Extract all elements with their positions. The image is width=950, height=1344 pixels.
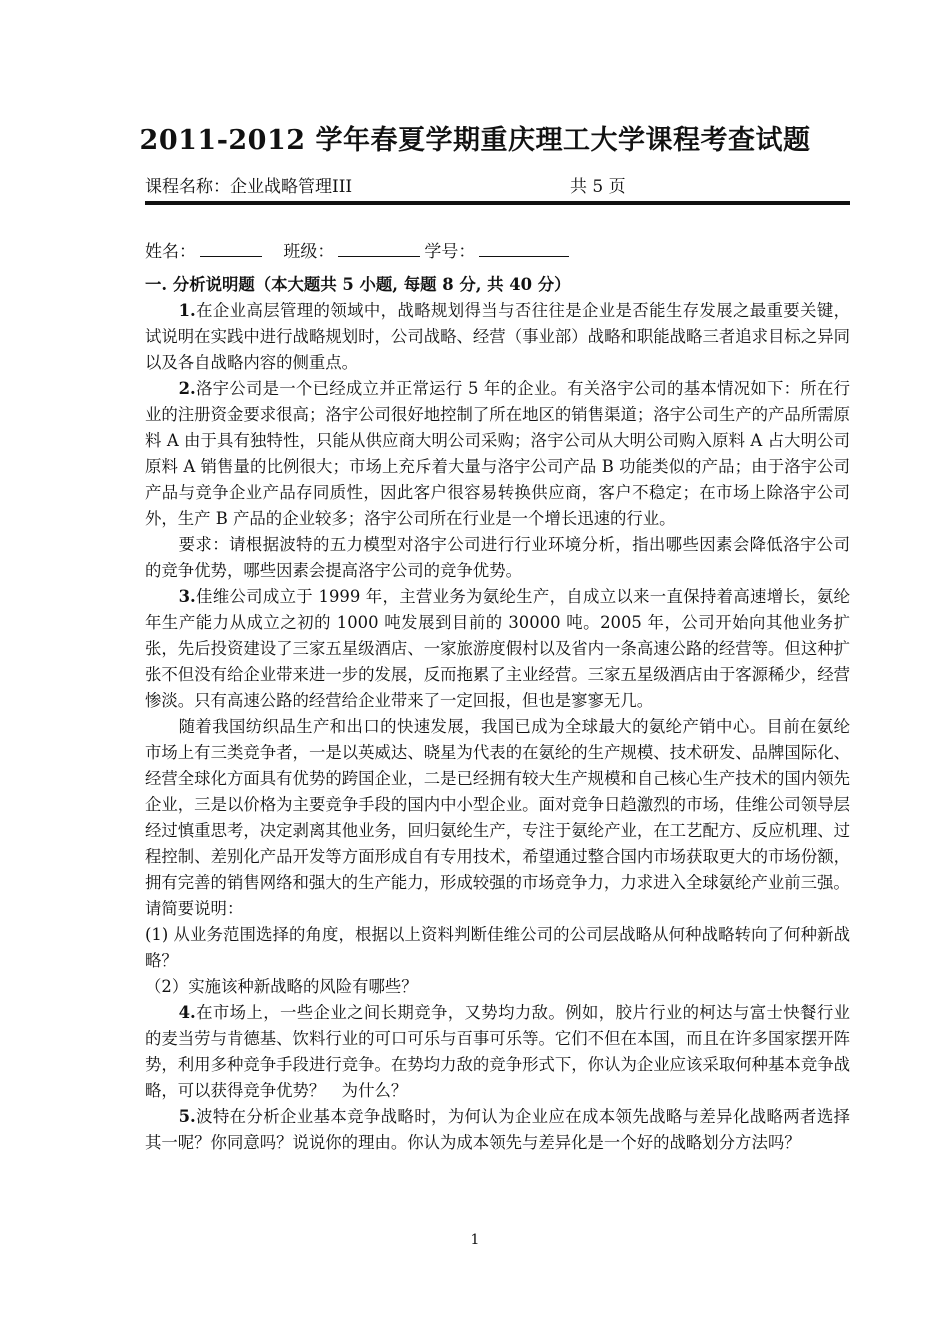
course-line (145, 172, 626, 197)
student-info (145, 237, 573, 262)
course-name: 课程名称：企业战略管理III (145, 177, 353, 197)
name-label: 姓名： (145, 242, 196, 262)
exam-title: 2011-2012 学年春夏学期重庆理工大学课程考查试题 (139, 125, 811, 156)
id-blank (479, 238, 569, 257)
question-number: 1. (178, 301, 196, 320)
question-2-requirement: 要求：请根据波特的五力模型对洛宇公司进行行业环境分析，指出哪些因素会降低洛宇公司的竞争优势，哪些因素会提高洛宇公司的竞争优势。 (145, 535, 850, 580)
question-text: 佳维公司成立于 1999 年，主营业务为氨纶生产，自成立以来一直保持着高速增长，氨纶年生产能力从成立之初的 1000 吨发展到目前的 30000 吨。2005 年，公司开始向其他业务扩张，先后投资建设了三家五星级酒店、一家旅游度假村以及省内一条高速公路的经营等。但这种扩张不但没有给企业带来进一步的发展，反而拖累了主业经营。三家五星级酒店由于客源稀少，经营惨淡。只有高速公路的经营给企业带来了一定回报，但也是寥寥无几。 (145, 587, 850, 710)
id-label: 学号： (424, 242, 476, 262)
question-number: 4. (178, 1003, 196, 1022)
question-text: 在市场上，一些企业之间长期竞争，又势均力敌。例如，胶片行业的柯达与富士快餐行业的麦当劳与肯德基、饮料行业的可口可乐与百事可乐等。它们不但在本国，而且在许多国家摆开阵势，利用多种竞争手段进行竞争。在势均力敌的竞争形式下，你认为企业应该采取何种基本竞争战略，可以获得竞争优势？ 为什么？ (145, 1003, 850, 1100)
question-number: 5. (178, 1107, 196, 1126)
question-3 (145, 584, 850, 714)
header-rule (145, 201, 850, 205)
question-text: 波特在分析企业基本竞争战略时，为何认为企业应在成本领先战略与差异化战略两者选择其一呢？你同意吗？说说你的理由。你认为成本领先与差异化是一个好的战略划分方法吗？ (145, 1107, 850, 1152)
question-5 (145, 1104, 850, 1156)
question-4 (145, 1000, 850, 1104)
question-2 (145, 376, 850, 532)
question-number: 2. (178, 379, 196, 398)
question-text: 洛宇公司是一个已经成立并正常运行 5 年的企业。有关洛宇公司的基本情况如下：所在行业的注册资金要求很高；洛宇公司很好地控制了所在地区的销售渠道；洛宇公司生产的产品所需原料 A 由于具有独特性，只能从供应商大明公司采购；洛宇公司从大明公司购入原料 A 占大明公司原料 A 销售量的比例很大；市场上充斥着大量与洛宇公司产品 B 功能类似的产品；由于洛宇公司产品与竞争企业产品存同质性，因此客户很容易转换供应商，客户不稳定；在市场上除洛宇公司外，生产 B 产品的企业较多；洛宇公司所在行业是一个增长迅速的行业。 (145, 379, 850, 528)
question-3-paragraph-2: 随着我国纺织品生产和出口的快速发展，我国已成为全球最大的氨纶产销中心。目前在氨纶市场上有三类竞争者，一是以英威达、晓星为代表的在氨纶的生产规模、技术研发、品牌国际化、经营全球化方面具有优势的跨国企业，二是已经拥有较大生产规模和自己核心生产技术的国内领先企业，三是以价格为主要竞争手段的国内中小型企业。面对竞争日趋激烈的市场，佳维公司领导层经过慎重思考，决定剥离其他业务，回归氨纶生产，专注于氨纶产业，在工艺配方、反应机理、过程控制、差别化产品开发等方面形成自有专用技术，希望通过整合国内市场获取更大的市场份额，拥有完善的销售网络和强大的生产能力，形成较强的市场竞争力，力求进入全球氨纶产业前三强。 (145, 717, 850, 892)
page-number: 1 (470, 1232, 480, 1248)
question-3-prompt: 请简要说明： (145, 899, 244, 918)
page-count: 共 5 页 (570, 177, 626, 197)
section-heading: 一. 分析说明题（本大题共 5 小题, 每题 8 分, 共 40 分） (145, 275, 571, 294)
class-blank (338, 238, 420, 257)
question-text: 在企业高层管理的领域中，战略规划得当与否往往是企业是否能生存发展之最重要关键，试说明在实践中进行战略规划时，公司战略、经营（事业部）战略和职能战略三者追求目标之异同以及各自战略内容的侧重点。 (145, 301, 850, 372)
question-number: 3. (178, 587, 196, 606)
question-1 (145, 298, 850, 376)
class-label: 班级： (283, 242, 335, 262)
exam-content (145, 272, 850, 1156)
name-blank (200, 238, 262, 257)
question-3-sub-2: （2）实施该种新战略的风险有哪些？ (145, 977, 418, 996)
question-3-sub-1: (1) 从业务范围选择的角度，根据以上资料判断佳维公司的公司层战略从何种战略转向了何种新战略？ (145, 925, 850, 970)
